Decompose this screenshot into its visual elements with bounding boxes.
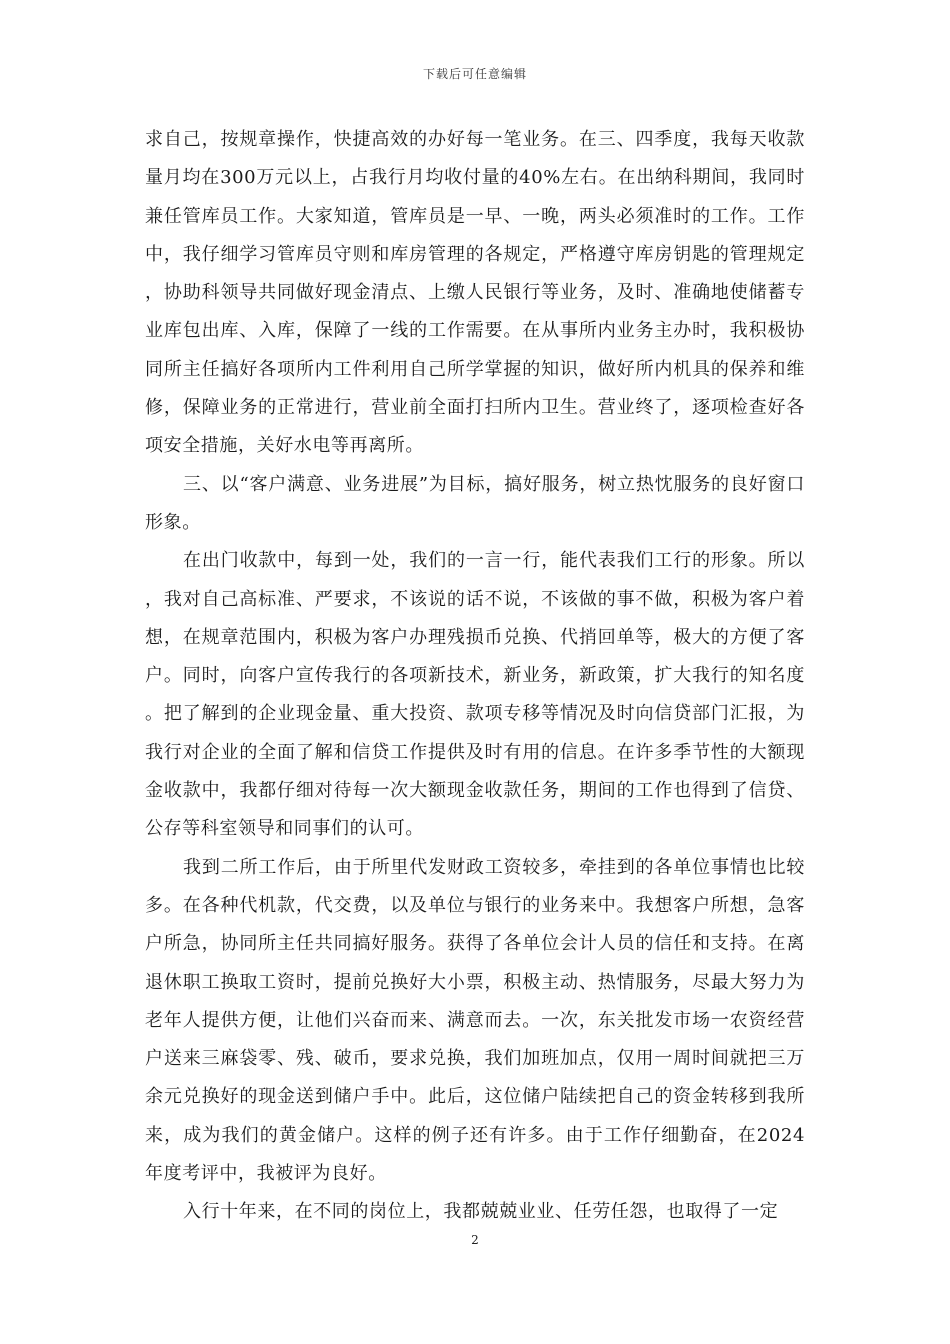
paragraph-section-heading: 三、以“客户满意、业务进展”为目标，搞好服务，树立热忱服务的良好窗口形象。 xyxy=(145,473,805,533)
page-header-note: 下载后可任意编辑 xyxy=(422,67,527,81)
paragraph-continued: 求自己，按规章操作，快捷高效的办好每一笔业务。在三、四季度，我每天收款量月均在300万元以上，占我行月均收付量的40%左右。在出纳科期间，我同时兼任管库员工作。大家知道，管库员是一早、一晚，两头必须准时的工作。工作中，我仔细学习管库员守则和库房管理的各规定，严格遵守库房钥匙的管理规定，协助科领导共同做好现金清点、上缴人民银行等业务，及时、准确地使储蓄专业库包出库、入库，保障了一线的工作需要。在从事所内业务主办时，我积极协同所主任搞好各项所内工件利用自己所学掌握的知识，做好所内机具的保养和维修，保障业务的正常进行，营业前全面打扫所内卫生。营业终了，逐项检查好各项安全措施，关好水电等再离所。 xyxy=(145,129,805,457)
document-body xyxy=(145,121,805,1232)
paragraph-customer-service: 在出门收款中，每到一处，我们的一言一行，能代表我们工行的形象。所以，我对自己高标准、严要求，不该说的话不说，不该做的事不做，积极为客户着想，在规章范围内，积极为客户办理残损币兑换、代捎回单等，极大的方便了客户。同时，向客户宣传我行的各项新技术，新业务，新政策，扩大我行的知名度。把了解到的企业现金量、重大投资、款项专移等情况及时向信贷部门汇报，为我行对企业的全面了解和信贷工作提供及时有用的信息。在许多季节性的大额现金收款中，我都仔细对待每一次大额现金收款任务，期间的工作也得到了信贷、公存等科室领导和同事们的认可。 xyxy=(145,550,805,840)
page-number: 2 xyxy=(471,1233,479,1247)
paragraph-ten-years: 入行十年来，在不同的岗位上，我都兢兢业业、任劳任怨，也取得了一定 xyxy=(183,1201,779,1223)
paragraph-second-branch: 我到二所工作后，由于所里代发财政工资较多，牵挂到的各单位事情也比较多。在各种代机款，代交费，以及单位与银行的业务来中。我想客户所想，急客户所急，协同所主任共同搞好服务。获得了各单位会计人员的信任和支持。在离退休职工换取工资时，提前兑换好大小票，积极主动、热情服务，尽最大努力为老年人提供方便，让他们兴奋而来、满意而去。一次，东关批发市场一农资经营户送来三麻袋零、残、破币，要求兑换，我们加班加点，仅用一周时间就把三万余元兑换好的现金送到储户手中。此后，这位储户陆续把自己的资金转移到我所来，成为我们的黄金储户。这样的例子还有许多。由于工作仔细勤奋，在2024年度考评中，我被评为良好。 xyxy=(145,856,805,1185)
